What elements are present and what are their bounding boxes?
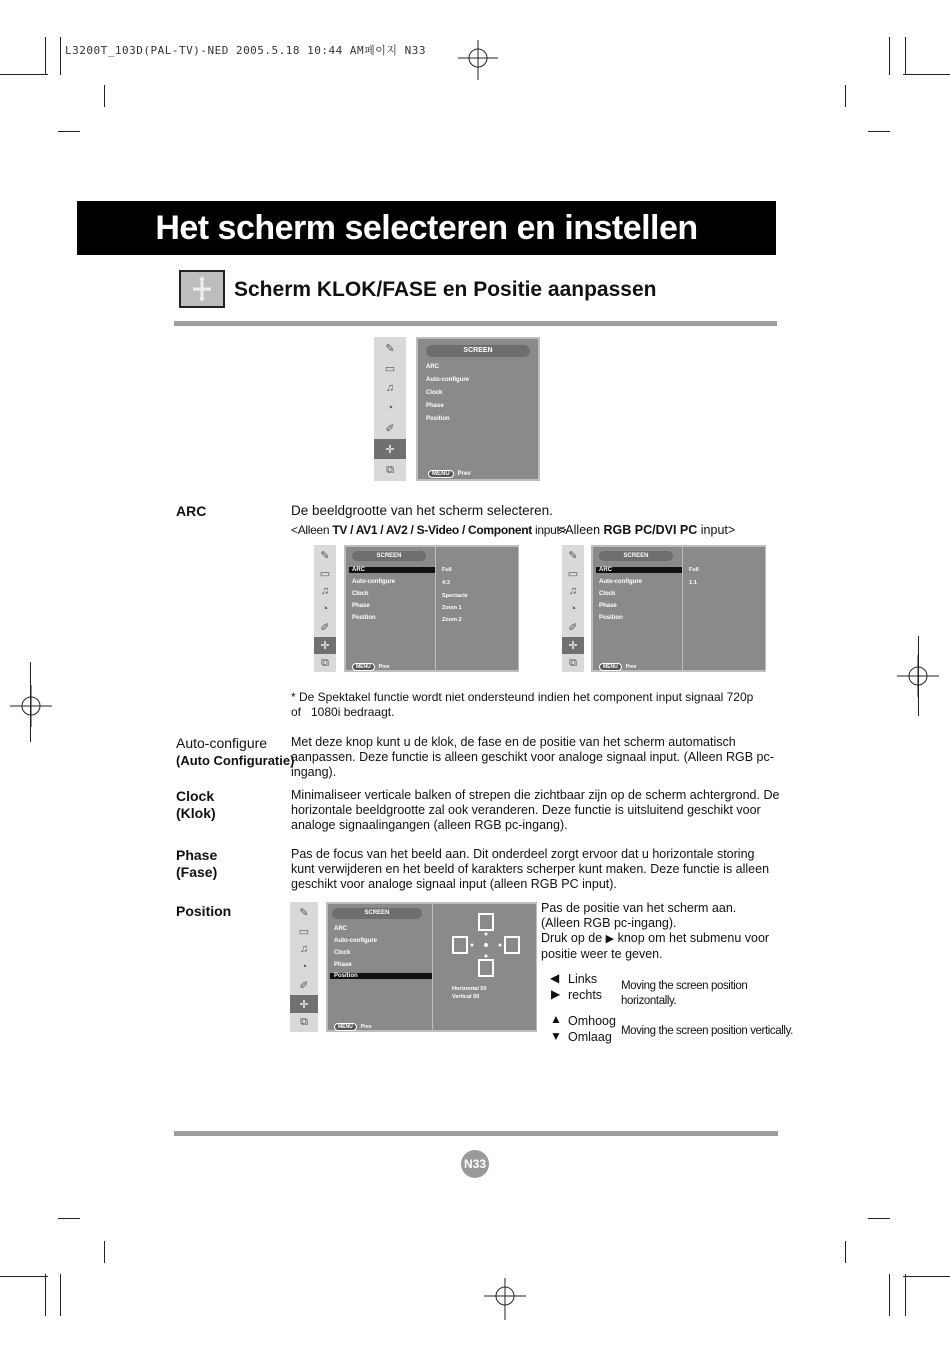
crop-mark [889,1274,890,1316]
desc-text: Druk op de [541,931,603,945]
menu-key: MENU [599,663,622,671]
crop-mark [868,131,890,132]
desc-text: knop om het submenu voor [617,931,770,945]
osd-item-position: Position [352,615,376,621]
screen-icon: ✛ [290,995,318,1013]
arc-note-pc [558,523,735,538]
print-header: L3200T_103D(PAL-TV)-NED 2005.5.18 10:44 AM페이지 N33 [65,44,427,57]
crop-mark [58,1218,80,1219]
left-arrow-icon: ◀ [550,971,560,985]
omhoog-label: Omhoog [568,1014,616,1028]
color-icon: ▭ [319,567,331,580]
option-icon: ✐ [568,621,578,634]
crop-mark [104,1241,105,1263]
crop-mark [868,1218,890,1219]
menu-key: MENU [352,663,375,671]
crop-mark [845,1241,846,1263]
arc-option: 1:1 [689,580,697,586]
osd-item-phase: Phase [426,403,444,409]
arc-note-tv [291,523,566,538]
crop-mark [60,1274,61,1316]
arc-label: ARC [176,503,207,519]
clock-label [176,788,216,822]
note-text: input> [531,523,567,537]
option-icon: ✐ [299,979,309,992]
crop-mark [918,636,919,716]
osd-panel [416,337,540,481]
crop-mark [58,131,80,132]
osd-item-arc: ARC [334,926,347,932]
osd-item-position: Position [426,416,450,422]
registration-mark-icon [10,685,52,727]
arc-desc: De beeldgrootte van het scherm selecteren. [291,503,553,518]
osd-item-clock: Clock [599,591,616,597]
osd-item-auto: Auto-configure [352,579,395,585]
vertical-note: Moving the screen position vertically. [621,1025,793,1037]
pip-icon: ⧉ [569,657,577,669]
banner-title: Het scherm selecteren en instellen [77,201,776,255]
osd-item-phase: Phase [334,962,352,968]
position-desc-3 [541,931,791,947]
crop-mark [0,1276,48,1277]
menu-key: MENU [428,470,454,478]
osd-item-position: Position [599,615,623,621]
auto-label [176,735,294,769]
section-title: Scherm KLOK/FASE en Positie aanpassen [234,278,657,301]
auto-desc: Met deze knop kunt u de klok, de fase en de positie van het scherm automatisch aanpassen. Deze functie is alleen geschikt voor analoge signaal input. (Alleen RGB pc-ingang). [291,735,774,779]
picture-icon: ✎ [299,906,309,919]
osd-item-auto: Auto-configure [599,579,642,585]
crop-mark [45,37,46,75]
phase-desc: Pas de focus van het beeld aan. Dit onderdeel zorgt ervoor dat u horizontale storing kunt verwijderen en het beeld of karakters scherper kunt maken. Deze functie is alleen geschikt voor analoge signaal input (alleen RGB PC input). [291,847,770,891]
crop-mark [905,37,906,75]
osd-menu-prev [428,470,471,478]
prev-label: Prev [360,1024,372,1030]
auto-label-1: Auto-configure [176,735,268,751]
prev-label: Prev [378,664,390,670]
osd-sidebar [290,902,318,1032]
osd-item-phase: Phase [352,603,370,609]
osd-item-clock: Clock [352,591,369,597]
note-text: input> [697,523,736,537]
crop-mark [889,37,890,75]
arc-option: Spectacle [442,593,468,599]
audio-icon: ♫ [299,943,309,955]
menu-key: MENU [334,1023,357,1031]
clock-label-1: Clock [176,788,215,804]
osd-title: SCREEN [352,551,426,561]
horizontal-note: Moving the screen position horizontally. [621,980,748,1007]
phase-label-1: Phase [176,847,218,863]
osd-item-arc: ARC [426,364,439,370]
osd-title: SCREEN [426,345,530,357]
osd-item-arc: ARC [596,567,682,573]
note-text: <Alleen [558,523,604,537]
color-icon: ▭ [298,925,310,938]
option-icon: ✐ [320,621,330,634]
crop-mark [905,1274,906,1316]
phase-label [176,847,217,881]
arc-option: Zoom 2 [442,617,462,623]
osd-item-clock: Clock [334,950,351,956]
osd-menu-prev [599,663,637,671]
screen-icon: ✛ [374,439,406,459]
picture-icon: ✎ [568,549,578,562]
up-arrow-icon: ▲ [550,1012,562,1026]
crop-mark [0,74,48,75]
footer-divider [174,1131,778,1136]
crop-mark [104,85,105,107]
note-text: <Alleen [291,523,333,537]
prev-label: Prev [457,471,471,477]
osd-item-auto: Auto-configure [426,377,469,383]
osd-title: SCREEN [332,908,422,919]
position-horizontal: Horizontal 50 [452,986,487,992]
screen-icon: ✛ [314,637,336,654]
registration-mark-icon [484,1278,526,1320]
crop-mark [903,74,950,75]
osd-item-clock: Clock [426,390,443,396]
clock-desc: Minimaliseer verticale balken of strepen die zichtbaar zijn op de scherm achtergrond. De horizontale beeldgrootte zal ook veranderen. Deze functie is uitsluitend geschikt voor analoge signaalingangen (alleen RGB pc-ingang). [291,788,780,832]
omlaag-label: Omlaag [568,1030,612,1044]
position-desc-2: (Alleen RGB pc-ingang). [541,916,677,930]
osd-title: SCREEN [599,551,673,561]
osd-item-auto: Auto-configure [334,938,377,944]
divider [174,321,777,326]
arc-option: 4:3 [442,580,450,586]
pip-icon: ⧉ [300,1016,308,1028]
crop-mark [903,1276,950,1277]
option-icon: ✐ [385,422,395,435]
down-arrow-icon: ▼ [550,1029,562,1043]
crop-mark [845,85,846,107]
pip-icon: ⧉ [321,657,329,669]
clock-label-2: (Klok) [176,805,216,821]
position-icon [179,270,225,308]
arc-option: Zoom 1 [442,605,462,611]
position-diagram-icon [443,910,528,985]
right-arrow-icon: ▶ [551,987,561,1001]
note-bold: TV / AV1 / AV2 / S-Video / Component [332,523,532,537]
crop-mark [60,37,61,75]
picture-icon: ✎ [385,342,395,355]
position-desc-1: Pas de positie van het scherm aan. [541,901,737,915]
osd-sidebar [374,337,406,481]
links-label: Links [568,972,598,986]
color-icon: ▭ [567,567,579,580]
time-icon: ◔ [321,603,329,615]
osd-panel [344,545,519,672]
time-icon: ◔ [300,961,308,973]
audio-icon: ♫ [320,585,330,597]
time-icon: ◔ [569,603,577,615]
osd-sidebar [562,545,584,672]
screen-icon: ✛ [562,637,584,654]
phase-label-2: (Fase) [176,864,218,880]
position-label: Position [176,903,232,919]
registration-mark-icon [458,40,498,80]
rechts-label: rechts [568,988,603,1002]
osd-panel [591,545,766,672]
color-icon: ▭ [384,362,396,375]
pip-icon: ⧉ [386,463,394,476]
osd-sidebar [314,545,336,672]
arc-option: Full [442,567,452,573]
osd-item-phase: Phase [599,603,617,609]
note-bold: RGB PC/DVI PC [603,523,698,537]
osd-panel [326,902,537,1032]
audio-icon: ♫ [568,585,578,597]
prev-label: Prev [625,664,637,670]
picture-icon: ✎ [320,549,330,562]
position-vertical: Vertical 50 [452,994,480,1000]
position-desc [541,901,791,962]
time-icon: ◔ [386,402,394,414]
audio-icon: ♫ [385,382,395,394]
right-arrow-icon: ▶ [605,933,615,945]
auto-label-2: (Auto Configuratie) [176,753,295,768]
crop-mark [45,1274,46,1316]
osd-submenu [682,547,765,670]
arc-footnote: * De Spektakel functie wordt niet ondersteund indien het component input signaal 720p of 1080i bedraagt. [291,690,754,719]
osd-item-arc: ARC [349,567,435,573]
osd-menu-prev [334,1023,372,1031]
osd-item-position: Position [330,973,432,979]
position-desc-4: positie weer te geven. [541,947,663,961]
page-number: N33 [461,1150,489,1178]
osd-menu-prev [352,663,390,671]
arc-option: Full [689,567,699,573]
crop-mark [30,662,31,742]
